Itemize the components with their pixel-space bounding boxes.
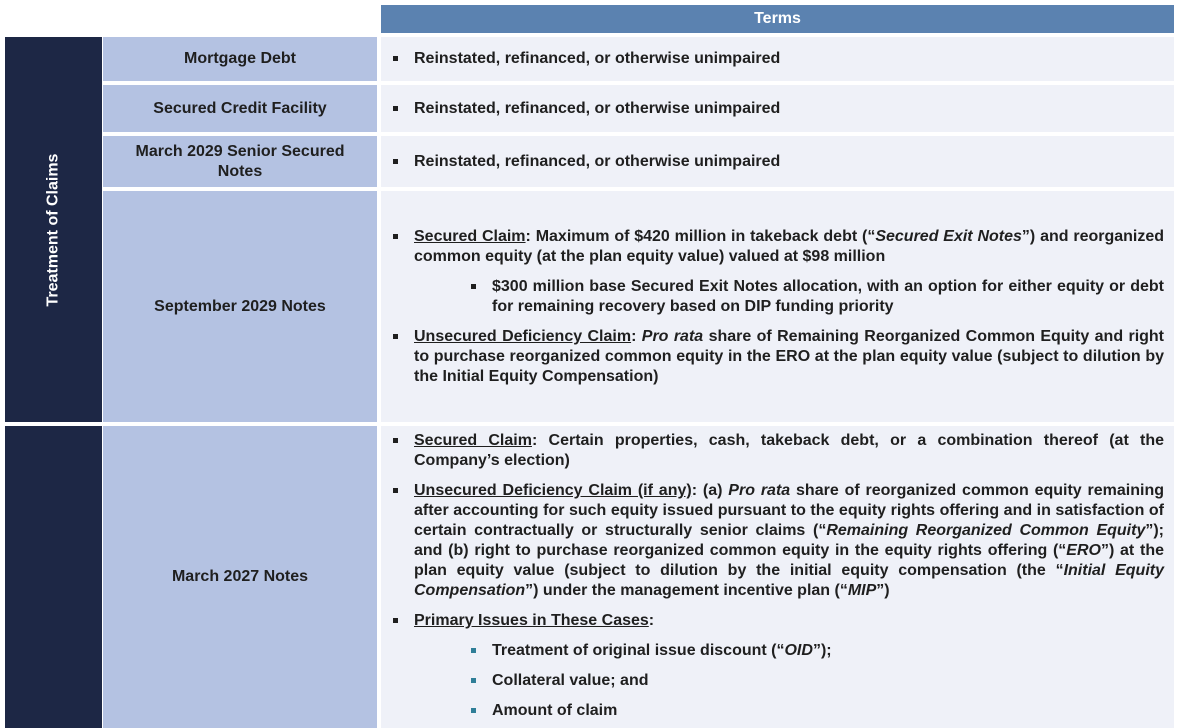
secured-claim-bullet: Secured Claim: Certain properties, cash, takeback debt, or a combination thereof (at the Company’s election) <box>393 431 1164 471</box>
terms-bullet: Reinstated, refinanced, or otherwise unimpaired <box>393 49 1164 69</box>
issue-amount-sub-bullet: Amount of claim <box>414 701 1164 721</box>
row-terms-september-2029-notes <box>381 191 1174 422</box>
secured-claim-bullet: Secured Claim: Maximum of $420 million in takeback debt (“Secured Exit Notes”) and reorganized common equity (at the plan equity value) valued at $98 million $300 million base Secured Exit Notes allocation, with an option for either equity or debt for remaining recovery based on DIP funding priority <box>393 227 1164 317</box>
terms-bullet: Reinstated, refinanced, or otherwise unimpaired <box>393 152 1164 172</box>
primary-issues-bullet: Primary Issues in These Cases: Treatment of original issue discount (“OID”); Collateral value; and Amount of claim <box>393 611 1164 721</box>
issue-oid-sub-bullet: Treatment of original issue discount (“OID”); <box>414 641 1164 661</box>
row-label-secured-credit-facility: Secured Credit Facility <box>103 85 377 132</box>
row-terms-march-2027-notes <box>381 426 1174 728</box>
row-label-september-2029-notes: September 2029 Notes <box>103 191 377 422</box>
row-terms-secured-credit-facility <box>381 85 1174 132</box>
secured-exit-notes-sub-bullet: $300 million base Secured Exit Notes allocation, with an option for either equity or debt for remaining recovery based on DIP funding priority <box>414 277 1164 317</box>
row-label-march-2027-notes: March 2027 Notes <box>103 426 377 728</box>
treatment-of-claims-label: Treatment of Claims <box>44 153 62 306</box>
unsecured-deficiency-claim-bullet: Unsecured Deficiency Claim: Pro rata share of Remaining Reorganized Common Equity and right to purchase reorganized common equity in the ERO at the plan equity value (subject to dilution by the Initial Equity Compensation) <box>393 327 1164 387</box>
row-label-mortgage-debt: Mortgage Debt <box>103 37 377 81</box>
row-terms-mortgage-debt <box>381 37 1174 81</box>
row-label-march-2029-senior-secured-notes: March 2029 Senior Secured Notes <box>103 136 377 187</box>
treatment-of-claims-group <box>5 37 102 422</box>
terms-header-label: Terms <box>754 10 801 27</box>
unsecured-deficiency-claim-bullet: Unsecured Deficiency Claim (if any): (a) Pro rata share of reorganized common equity remaining after accounting for such equity issued pursuant to the equity rights offering and in satisfaction of certain contractually or structurally senior claims (“Remaining Reorganized Common Equity”); and (b) right to purchase reorganized common equity in the equity rights offering (“ERO”) at the plan equity value (subject to dilution by the initial equity compensation (the “Initial Equity Compensation”) under the management incentive plan (“MIP”) <box>393 481 1164 601</box>
group-cell-second <box>5 426 102 728</box>
terms-header <box>381 5 1174 33</box>
terms-bullet: Reinstated, refinanced, or otherwise unimpaired <box>393 99 1164 119</box>
row-terms-march-2029-senior-secured-notes <box>381 136 1174 187</box>
issue-collateral-sub-bullet: Collateral value; and <box>414 671 1164 691</box>
